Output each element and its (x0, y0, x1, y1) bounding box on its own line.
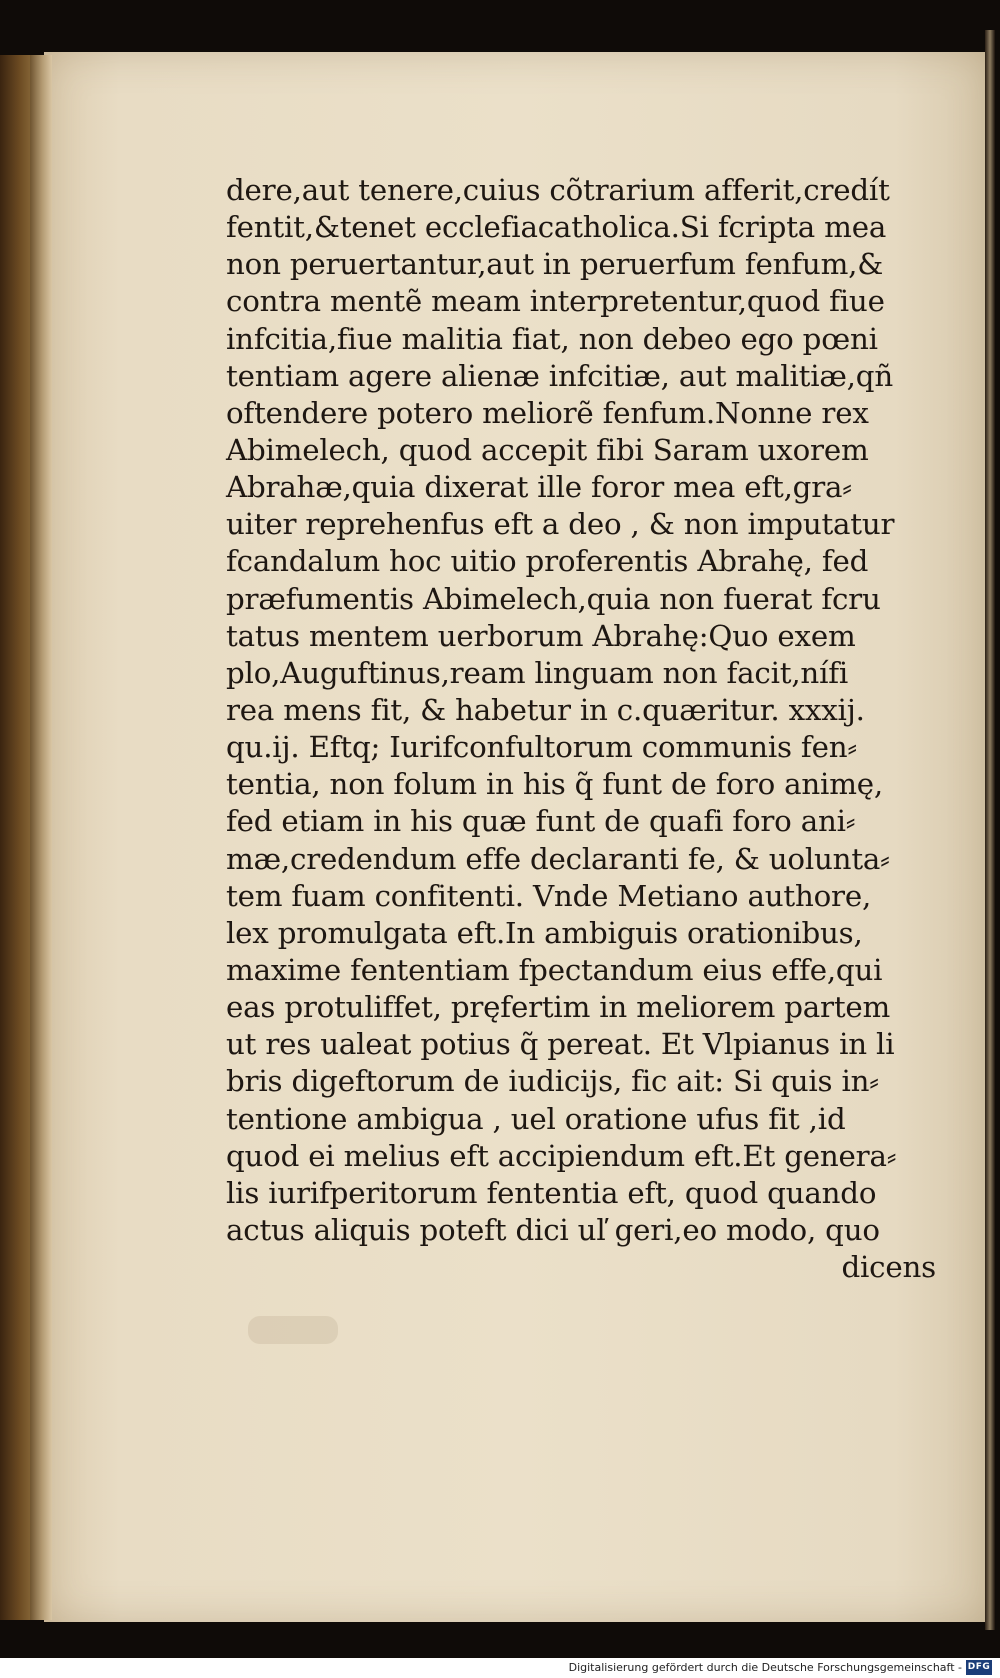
text-line: tentia, non folum in his q̃ funt de foro animę, (226, 767, 884, 802)
text-line: tentione ambigua , uel oratione ufus fit ,id (226, 1101, 846, 1136)
text-line: mæ,credendum effe declaranti fe, & uolunta⸗ (226, 841, 890, 876)
text-line: Abimelech, quod accepit fibi Saram uxorem (226, 432, 869, 467)
text-line: Abrahæ,quia dixerat ille foror mea eft,gra⸗ (226, 470, 852, 505)
text-line: præfumentis Abimelech,quia non fuerat fcru (226, 581, 881, 616)
text-line: fed etiam in his quæ funt de quafi foro ani⸗ (226, 804, 856, 839)
text-line: plo,Auguftinus,ream linguam non facit,nífi (226, 655, 849, 690)
text-line: quod ei melius eft accipiendum eft.Et genera⸗ (226, 1138, 897, 1173)
text-line: ut res ualeat potius q̃ pereat. Et Vlpianus in li (226, 1027, 895, 1062)
text-line: contra mentẽ meam interpretentur,quod fiue (226, 284, 885, 319)
show-through-ghost-mark (248, 1316, 338, 1344)
text-line: dere,aut tenere,cuius cõtrarium afferit,credít (226, 173, 890, 207)
text-line: maxime fententiam fpectandum eius effe,qui (226, 952, 883, 987)
page-fore-edge (985, 30, 995, 1630)
text-line: non peruertantur,aut in peruerfum fenfum,& (226, 247, 884, 282)
text-line: uiter reprehenfus eft a deo , & non imputatur (226, 507, 895, 542)
page-text-block (226, 172, 936, 1286)
text-line: lex promulgata eft.In ambiguis orationibus, (226, 915, 863, 950)
dfg-logo-icon: DFG (966, 1660, 992, 1675)
text-line: tentiam agere alienæ infcitiæ, aut malitiæ,qñ (226, 358, 893, 393)
text-line: fentit,&tenet ecclefiacatholica.Si fcripta mea (226, 210, 887, 245)
text-line: oftendere potero meliorẽ fenfum.Nonne rex (226, 395, 869, 430)
text-line: actus aliquis poteft dici uľ geri,eo modo, quo (226, 1212, 880, 1247)
text-line: eas protuliffet, pręfertim in meliorem partem (226, 990, 891, 1025)
text-line: infcitia,fiue malitia fiat, non debeo ego pœni (226, 321, 878, 356)
catchword: dicens (841, 1250, 936, 1285)
text-line: rea mens fit, & habetur in c.quæritur. xxxij. (226, 692, 865, 727)
text-line: fcandalum hoc uitio proferentis Abrahę, fed (226, 544, 869, 579)
page-gutter (30, 55, 52, 1620)
text-line: bris digeftorum de iudicijs, fic ait: Si quis in⸗ (226, 1064, 879, 1099)
text-line: lis iurifperitorum fententia eft, quod quando (226, 1175, 877, 1210)
text-line: tem fuam confitenti. Vnde Metiano authore, (226, 878, 872, 913)
text-line: tatus mentem uerborum Abrahę:Quo exem (226, 618, 856, 653)
text-line: qu.ij. Eftq; Iurifconfultorum communis fen⸗ (226, 730, 857, 765)
funding-note: Digitalisierung gefördert durch die Deutsche Forschungsgemeinschaft - (568, 1661, 962, 1674)
